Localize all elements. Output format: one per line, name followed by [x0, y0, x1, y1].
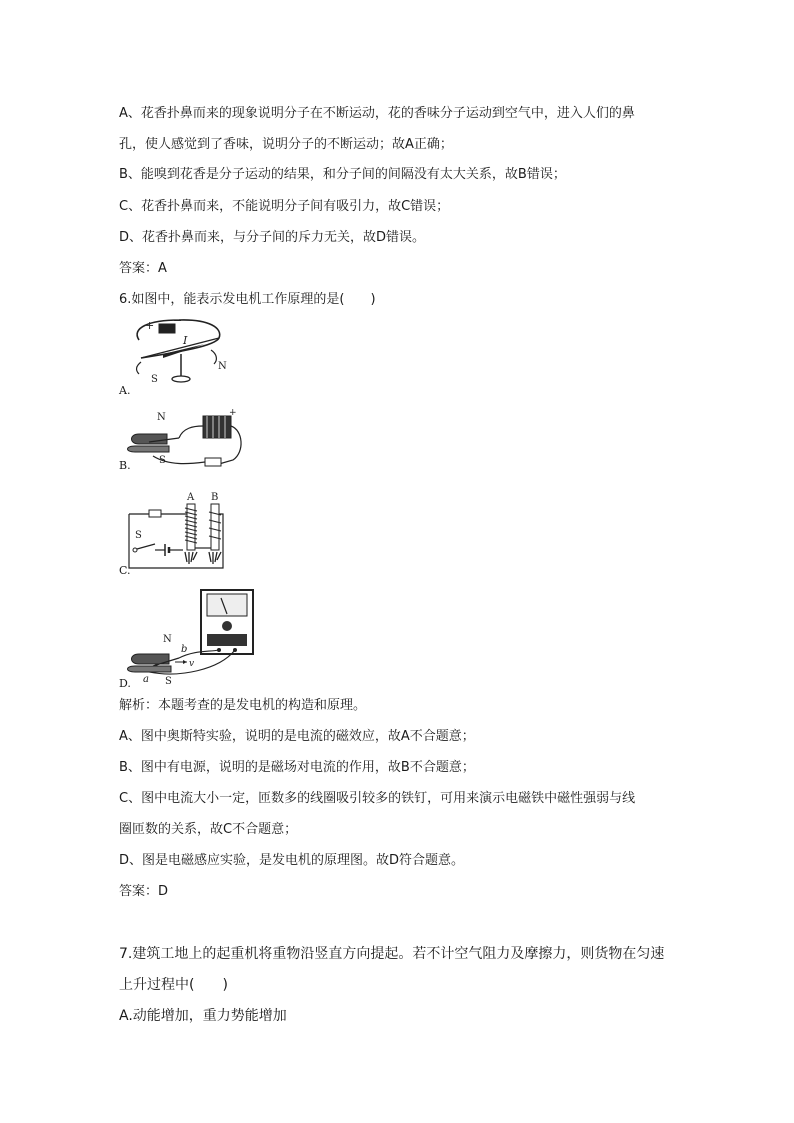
figure-b-motor [119, 408, 251, 468]
question-7-option-a: A.动能增加，重力势能增加 [119, 1008, 287, 1024]
question-7-stem-line1: 7.建筑工地上的起重机将重物沿竖直方向提起。若不计空气阻力及摩擦力，则货物在匀速 [119, 946, 665, 962]
figure-c-electromagnet [119, 490, 229, 574]
figure-a-s: S [151, 374, 158, 384]
figure-b-n: N [157, 412, 166, 423]
answer-5: 答案：A [119, 261, 167, 276]
figure-c-a: A [187, 492, 195, 503]
analysis-a-line2: 孔，使人感觉到了香味，说明分子的不断运动；故A正确； [119, 137, 453, 152]
figure-d-s: S [165, 676, 172, 686]
figure-a-minus: − [173, 316, 183, 327]
analysis-b: B、能嗅到花香是分子运动的结果，和分子间的间隔没有太大关系，故B错误； [119, 167, 566, 182]
question-6-stem: 6.如图中，能表示发电机工作原理的是( ) [119, 292, 376, 307]
figure-b-s: S [159, 455, 166, 466]
option-b-label: B. [119, 459, 131, 472]
option-d-label: D. [119, 677, 131, 690]
figure-b-plus: + [229, 408, 237, 418]
figure-d-a: a [143, 674, 149, 685]
analysis6-intro: 解析：本题考查的是发电机的构造和原理。 [119, 698, 367, 713]
figure-a-current-i: I [183, 334, 188, 347]
figure-a-plus: + [145, 319, 155, 332]
analysis-c: C、花香扑鼻而来，不能说明分子间有吸引力，故C错误； [119, 199, 450, 214]
analysis6-c-line1: C、图中电流大小一定，匝数多的线圈吸引较多的铁钉，可用来演示电磁铁中磁性强弱与线 [119, 791, 636, 806]
figure-a-oersted [119, 316, 239, 384]
figure-d-v: v [189, 659, 195, 669]
option-a-label: A. [119, 384, 131, 397]
figure-c-b: B [211, 492, 219, 503]
analysis-d: D、花香扑鼻而来，与分子间的斥力无关，故D错误。 [119, 230, 426, 245]
figure-c-s: S [135, 530, 142, 541]
figure-d-induction [119, 586, 259, 686]
figure-d-n: N [163, 634, 172, 645]
figure-d-b: b [181, 644, 188, 655]
analysis6-a: A、图中奥斯特实验，说明的是电流的磁效应，故A不合题意； [119, 729, 475, 744]
analysis-a-line1: A、花香扑鼻而来的现象说明分子在不断运动，花的香味分子运动到空气中，进入人们的鼻 [119, 106, 635, 121]
option-c-label: C. [119, 564, 131, 577]
analysis6-d: D、图是电磁感应实验，是发电机的原理图。故D符合题意。 [119, 853, 465, 868]
question-7-stem-line2: 上升过程中( ) [119, 977, 228, 993]
answer-6: 答案：D [119, 884, 169, 899]
analysis6-b: B、图中有电源，说明的是磁场对电流的作用，故B不合题意； [119, 760, 475, 775]
figure-a-n: N [218, 361, 227, 372]
analysis6-c-line2: 圈匝数的关系，故C不合题意； [119, 822, 298, 837]
